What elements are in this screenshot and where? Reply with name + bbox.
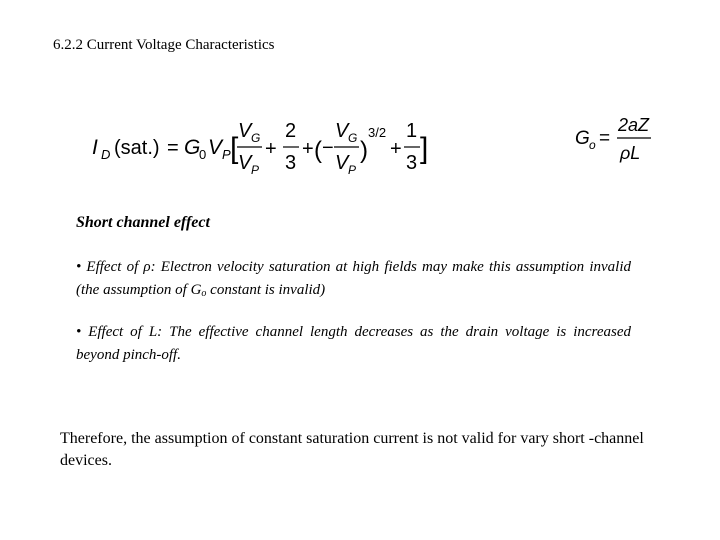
eq1-open-paren: ( xyxy=(314,137,322,164)
eq1-vp-symbol: V xyxy=(208,136,223,159)
eq1-exponent: 3/2 xyxy=(368,125,387,140)
eq2-numerator: 2aZ xyxy=(618,115,650,135)
g-subscript: o xyxy=(201,288,207,299)
eq2-g-subscript: o xyxy=(589,138,596,152)
rho-symbol: ρ xyxy=(143,259,151,275)
eq1-frac-num: V xyxy=(238,120,252,142)
eq1-plus-3: + xyxy=(390,138,402,160)
eq1-const2-num: 1 xyxy=(406,120,418,142)
saturation-current-equation xyxy=(88,112,428,182)
eq1-plus-1: + xyxy=(265,138,277,160)
eq2-equals: = xyxy=(599,128,611,149)
eq1-close-bracket: ] xyxy=(420,132,428,165)
eq1-frac-den: V xyxy=(238,152,252,174)
eq1-const1-num: 2 xyxy=(285,120,297,142)
eq1-close-paren: ) xyxy=(360,137,368,164)
eq1-sat-argument: (sat.) xyxy=(114,137,160,159)
eq1-id-subscript: D xyxy=(101,147,111,162)
conductance-equation xyxy=(573,111,665,169)
eq1-paren-frac-den: V xyxy=(335,152,349,174)
bullet-1-tail: constant is invalid) xyxy=(206,282,326,298)
eq1-const2-den: 3 xyxy=(406,152,418,174)
eq1-id-symbol: I xyxy=(92,136,98,159)
eq1-paren-frac-num-sub: G xyxy=(348,131,358,145)
eq1-equals: = xyxy=(167,137,179,159)
subheading-short-channel: Short channel effect xyxy=(76,214,210,231)
bullet-1-text: : Electron velocity saturation at high fields may make this assumption invalid (the assumption of G xyxy=(76,259,631,298)
eq2-denominator: ρL xyxy=(620,143,641,163)
eq2-g-symbol: G xyxy=(575,128,590,149)
eq1-minus: − xyxy=(322,137,334,159)
eq1-open-bracket: [ xyxy=(230,132,239,165)
eq1-paren-frac-num: V xyxy=(335,120,349,142)
eq1-const1-den: 3 xyxy=(285,152,297,174)
eq1-vp-subscript: P xyxy=(222,147,231,162)
bullet-effect-of-l: • Effect of L: The effective channel length decreases as the drain voltage is increased beyond pinch-off. xyxy=(76,324,631,363)
eq1-plus-2: + xyxy=(302,138,314,160)
eq1-g-symbol: G xyxy=(184,136,201,159)
conclusion-paragraph: Therefore, the assumption of constant saturation current is not valid for vary short -channel devices. xyxy=(60,430,644,469)
eq1-g-subscript: 0 xyxy=(199,147,207,162)
section-heading: 6.2.2 Current Voltage Characteristics xyxy=(53,37,275,53)
eq1-frac-num-sub: G xyxy=(251,131,261,145)
eq1-paren-frac-den-sub: P xyxy=(348,163,357,177)
bullet-effect-of-rho xyxy=(76,256,631,305)
bullet-1-lead: • Effect of xyxy=(76,259,144,275)
eq1-frac-den-sub: P xyxy=(251,163,260,177)
